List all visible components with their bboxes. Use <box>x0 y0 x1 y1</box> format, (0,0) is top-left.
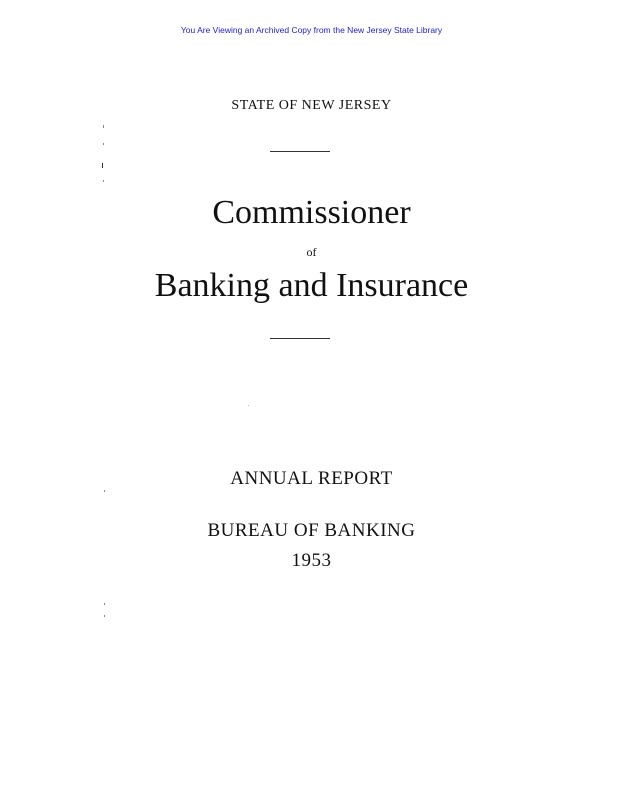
scan-speck <box>103 125 104 128</box>
divider-rule-bottom <box>270 338 330 339</box>
scan-speck <box>248 405 249 406</box>
scan-speck <box>104 603 105 605</box>
annual-report-heading: ANNUAL REPORT <box>230 468 393 489</box>
scan-speck <box>103 143 104 145</box>
scan-speck <box>103 180 104 182</box>
state-heading: STATE OF NEW JERSEY <box>231 98 392 113</box>
title-connector: of <box>306 245 317 259</box>
archive-banner: You Are Viewing an Archived Copy from the New Jersey State Library <box>180 25 443 35</box>
scan-speck <box>102 163 103 168</box>
scan-speck <box>104 615 105 617</box>
scan-speck <box>104 490 105 492</box>
report-year: 1953 <box>291 550 332 571</box>
title-banking-insurance: Banking and Insurance <box>154 267 469 304</box>
title-commissioner: Commissioner <box>212 194 411 231</box>
bureau-heading: BUREAU OF BANKING <box>207 520 416 541</box>
divider-rule-top <box>270 151 330 152</box>
